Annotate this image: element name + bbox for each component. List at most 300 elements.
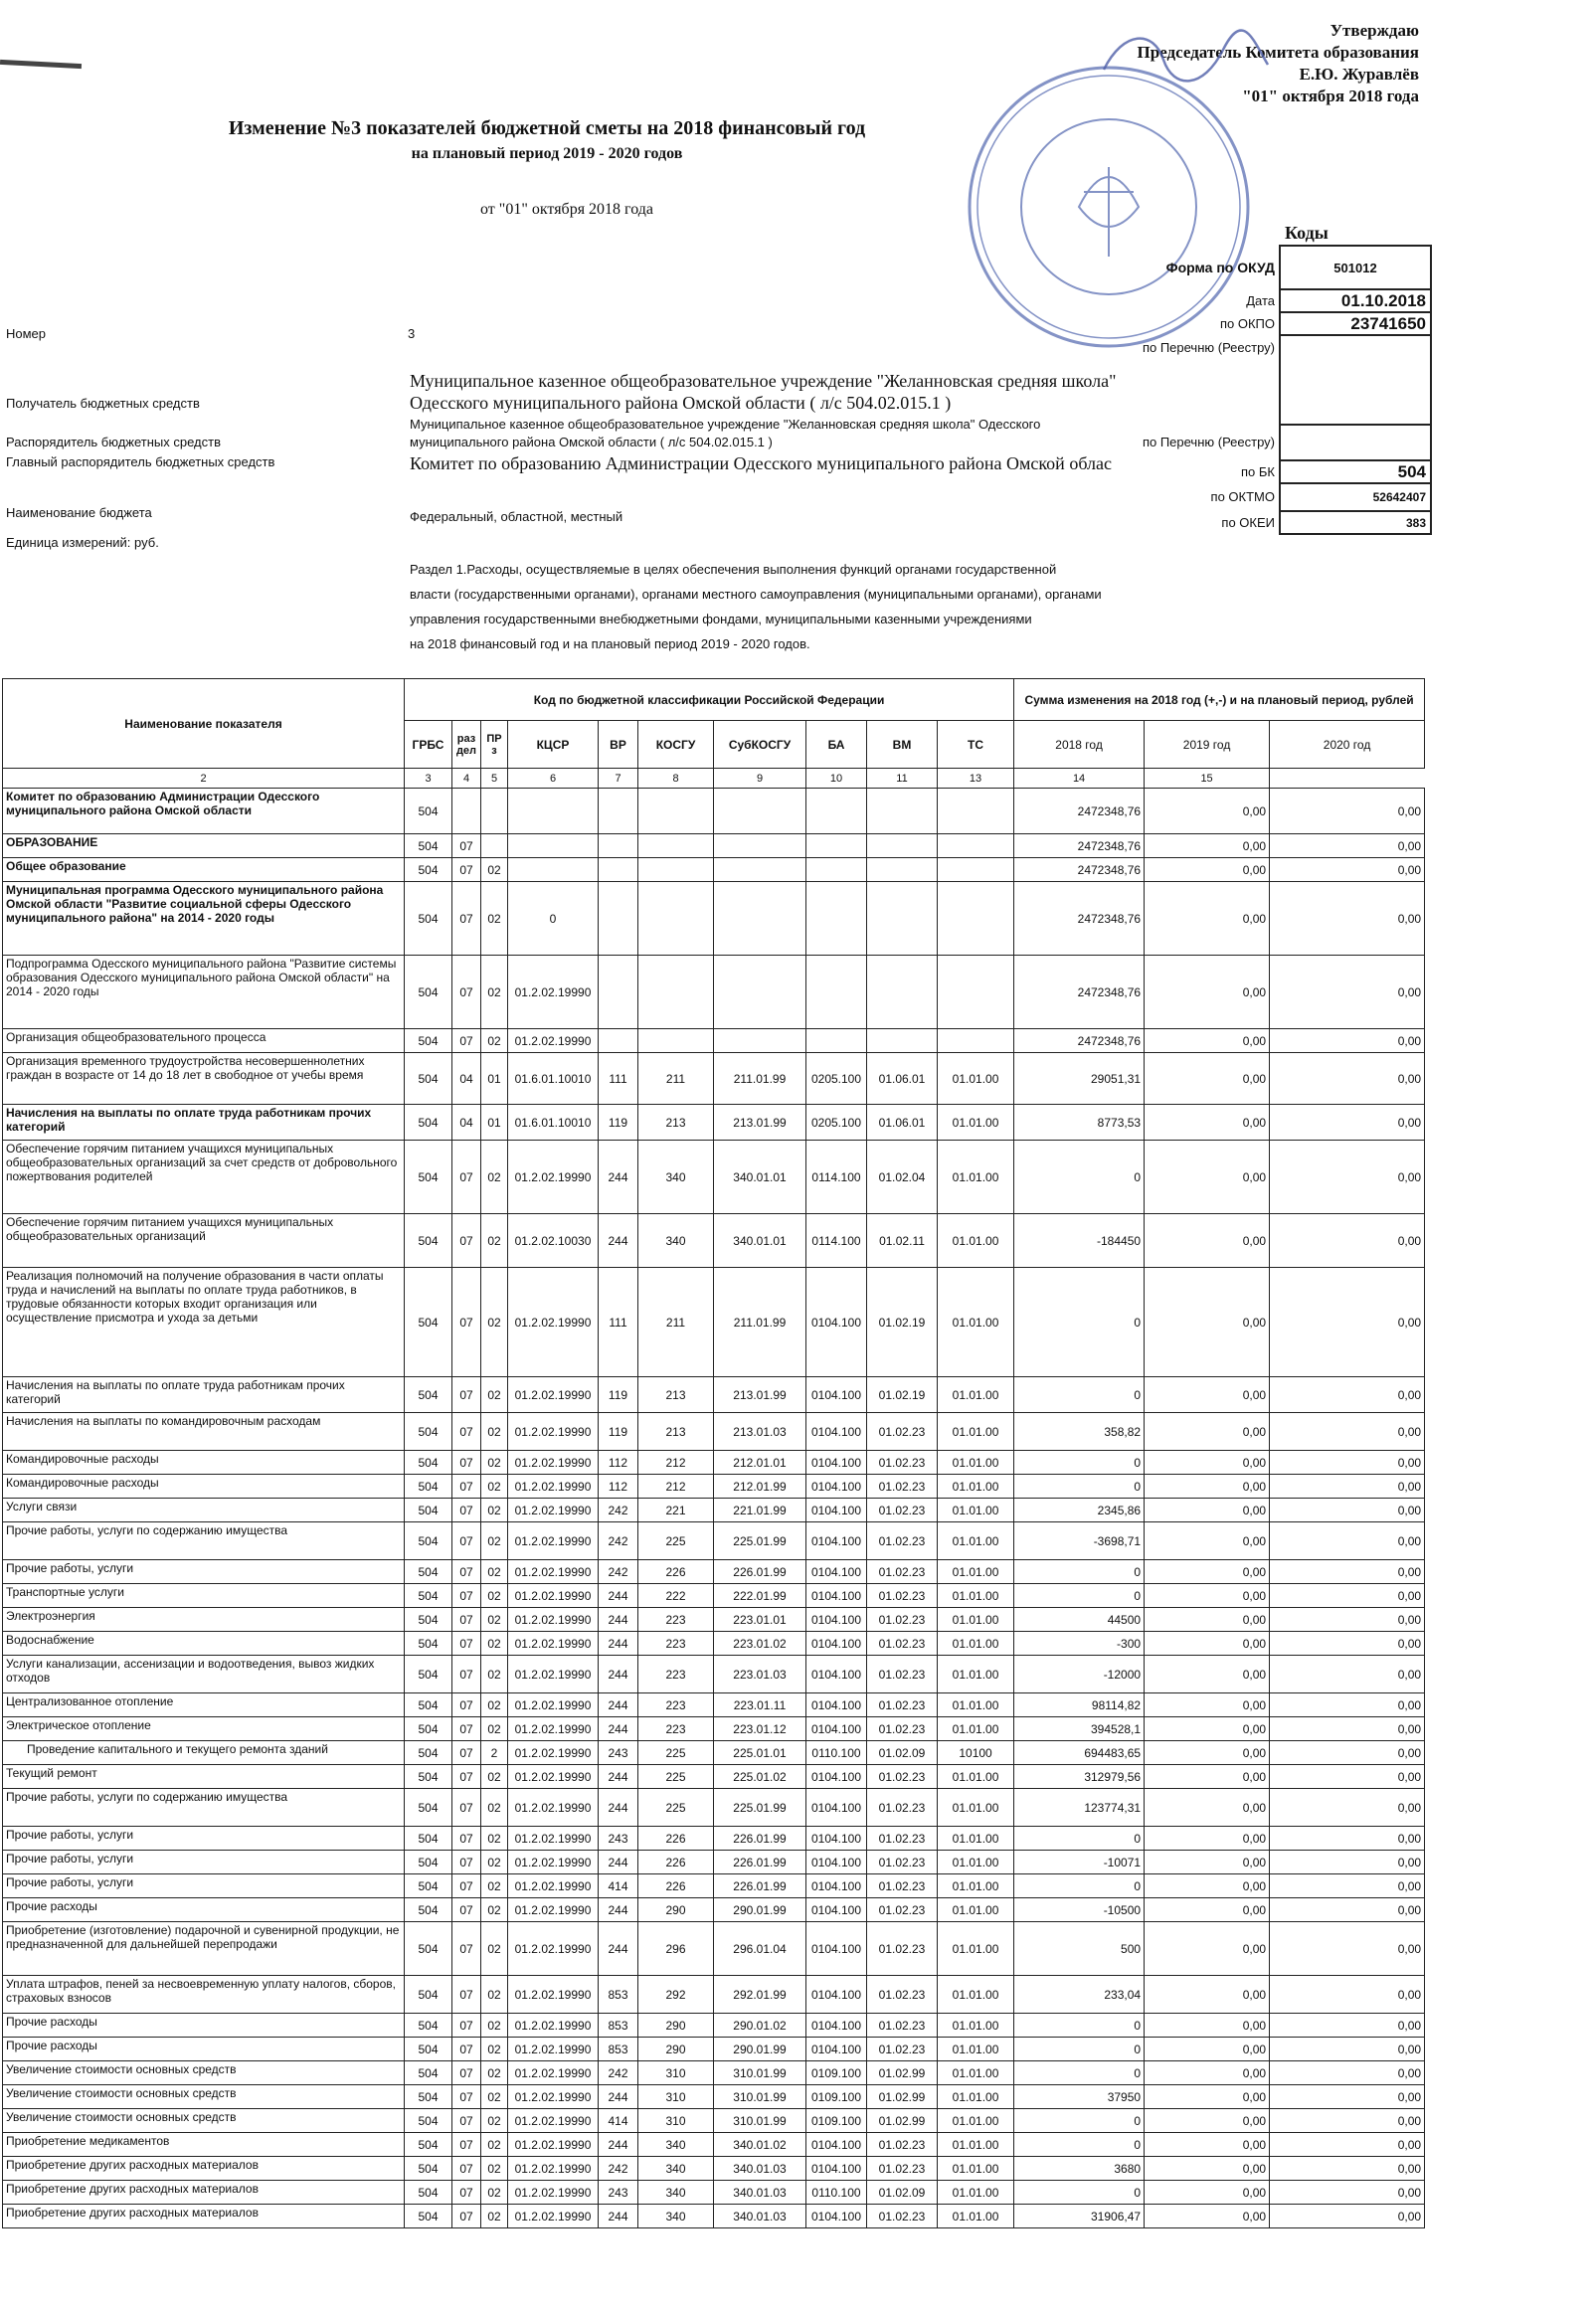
cell-ba: 0104.100 bbox=[806, 1874, 867, 1898]
section-line: власти (государственными органами), органами местного самоуправления (муниципальными органами), органами bbox=[410, 587, 1102, 602]
col-number: 3 bbox=[405, 769, 452, 789]
cell-2020: 0,00 bbox=[1270, 789, 1425, 834]
cell-subsection: 02 bbox=[481, 1451, 508, 1475]
cell-2019: 0,00 bbox=[1145, 1413, 1270, 1451]
cell-kosgu: 212 bbox=[638, 1451, 714, 1475]
cell-2018: 31906,47 bbox=[1014, 2205, 1145, 2228]
cell-subkosgu: 223.01.02 bbox=[714, 1632, 806, 1656]
code-value: 52642407 bbox=[1280, 483, 1431, 511]
cell-subsection: 02 bbox=[481, 2109, 508, 2133]
table-row bbox=[3, 1827, 1425, 1851]
cell-grbs: 504 bbox=[405, 882, 452, 956]
number-value: 3 bbox=[408, 326, 416, 341]
cell-subsection: 02 bbox=[481, 1827, 508, 1851]
cell-kosgu: 226 bbox=[638, 1851, 714, 1874]
document-date: от "01" октября 2018 года bbox=[480, 201, 653, 218]
cell-kosgu: 225 bbox=[638, 1522, 714, 1560]
cell-vm: 01.02.09 bbox=[867, 1741, 938, 1765]
cell-section: 07 bbox=[452, 1475, 481, 1499]
cell-subkosgu: 212.01.99 bbox=[714, 1475, 806, 1499]
budget-label: Наименование бюджета bbox=[6, 505, 152, 520]
col-header: 2020 год bbox=[1270, 721, 1425, 769]
cell-2018: 8773,53 bbox=[1014, 1105, 1145, 1141]
cell-vr: 244 bbox=[599, 1898, 638, 1922]
cell-section: 07 bbox=[452, 1827, 481, 1851]
cell-2018: -300 bbox=[1014, 1632, 1145, 1656]
cell-ts: 01.01.00 bbox=[938, 1377, 1014, 1413]
cell-2018: 37950 bbox=[1014, 2085, 1145, 2109]
cell-2020: 0,00 bbox=[1270, 1141, 1425, 1214]
cell-subkosgu: 211.01.99 bbox=[714, 1268, 806, 1377]
cell-vr: 112 bbox=[599, 1451, 638, 1475]
cell-section: 07 bbox=[452, 1656, 481, 1693]
cell-vm: 01.02.23 bbox=[867, 2014, 938, 2038]
cell-section: 04 bbox=[452, 1105, 481, 1141]
cell-2019: 0,00 bbox=[1145, 1029, 1270, 1053]
table-row bbox=[3, 2157, 1425, 2181]
cell-kosgu: 290 bbox=[638, 2038, 714, 2061]
cell-subkosgu bbox=[714, 882, 806, 956]
cell-section: 07 bbox=[452, 2205, 481, 2228]
cell-subkosgu: 221.01.99 bbox=[714, 1499, 806, 1522]
cell-vm: 01.02.23 bbox=[867, 1765, 938, 1789]
cell-indicator-name: ОБРАЗОВАНИЕ bbox=[3, 834, 405, 858]
cell-2018: 0 bbox=[1014, 2109, 1145, 2133]
cell-subkosgu: 225.01.01 bbox=[714, 1741, 806, 1765]
table-row bbox=[3, 1608, 1425, 1632]
header-sum: Сумма изменения на 2018 год (+,-) и на плановый период, рублей bbox=[1014, 679, 1425, 721]
column-number-row bbox=[3, 769, 1425, 789]
cell-2020: 0,00 bbox=[1270, 1499, 1425, 1522]
cell-2020: 0,00 bbox=[1270, 1377, 1425, 1413]
cell-2020: 0,00 bbox=[1270, 1413, 1425, 1451]
cell-kcsr: 01.2.02.19990 bbox=[508, 1976, 599, 2014]
cell-indicator-name: Электроэнергия bbox=[3, 1608, 405, 1632]
cell-indicator-name: Централизованное отопление bbox=[3, 1693, 405, 1717]
cell-kcsr bbox=[508, 789, 599, 834]
cell-vr: 111 bbox=[599, 1268, 638, 1377]
cell-subkosgu: 340.01.03 bbox=[714, 2157, 806, 2181]
cell-vr: 244 bbox=[599, 1141, 638, 1214]
col-header: ВМ bbox=[867, 721, 938, 769]
cell-vm: 01.02.19 bbox=[867, 1377, 938, 1413]
cell-kcsr: 01.2.02.19990 bbox=[508, 1560, 599, 1584]
cell-indicator-name: Подпрограмма Одесского муниципального района "Развитие системы образования Одесского муниципального района Омской области" на 2014 - 2020 годы bbox=[3, 956, 405, 1029]
col-header: КОСГУ bbox=[638, 721, 714, 769]
cell-kosgu: 223 bbox=[638, 1717, 714, 1741]
cell-ba: 0104.100 bbox=[806, 1827, 867, 1851]
cell-ba bbox=[806, 858, 867, 882]
cell-vm: 01.02.04 bbox=[867, 1141, 938, 1214]
cell-2020: 0,00 bbox=[1270, 956, 1425, 1029]
code-row-okei bbox=[1124, 511, 1431, 534]
cell-vm: 01.02.23 bbox=[867, 1608, 938, 1632]
cell-indicator-name: Командировочные расходы bbox=[3, 1451, 405, 1475]
cell-kcsr: 01.2.02.19990 bbox=[508, 1268, 599, 1377]
cell-vr: 112 bbox=[599, 1475, 638, 1499]
cell-indicator-name: Прочие работы, услуги bbox=[3, 1851, 405, 1874]
cell-section: 07 bbox=[452, 1976, 481, 2014]
cell-indicator-name: Организация общеобразовательного процесса bbox=[3, 1029, 405, 1053]
cell-grbs: 504 bbox=[405, 1765, 452, 1789]
cell-indicator-name: Начисления на выплаты по оплате труда работникам прочих категорий bbox=[3, 1105, 405, 1141]
cell-2019: 0,00 bbox=[1145, 2157, 1270, 2181]
cell-ba: 0104.100 bbox=[806, 1522, 867, 1560]
cell-ts: 01.01.00 bbox=[938, 2014, 1014, 2038]
cell-kcsr: 01.2.02.19990 bbox=[508, 1922, 599, 1976]
cell-subsection: 02 bbox=[481, 1608, 508, 1632]
cell-2020: 0,00 bbox=[1270, 1765, 1425, 1789]
cell-ba: 0104.100 bbox=[806, 1922, 867, 1976]
table-row bbox=[3, 2181, 1425, 2205]
cell-2019: 0,00 bbox=[1145, 1475, 1270, 1499]
cell-ba: 0104.100 bbox=[806, 1560, 867, 1584]
cell-vm bbox=[867, 1029, 938, 1053]
cell-kcsr: 01.2.02.19990 bbox=[508, 956, 599, 1029]
cell-grbs: 504 bbox=[405, 1922, 452, 1976]
cell-2020: 0,00 bbox=[1270, 882, 1425, 956]
col-header: СубКОСГУ bbox=[714, 721, 806, 769]
cell-kcsr: 01.2.02.19990 bbox=[508, 1377, 599, 1413]
cell-section: 07 bbox=[452, 1874, 481, 1898]
cell-subkosgu bbox=[714, 1029, 806, 1053]
cell-2019: 0,00 bbox=[1145, 1451, 1270, 1475]
budget-table bbox=[2, 678, 1425, 2228]
cell-grbs: 504 bbox=[405, 1413, 452, 1451]
code-row-date bbox=[1124, 289, 1431, 312]
cell-2019: 0,00 bbox=[1145, 789, 1270, 834]
cell-2019: 0,00 bbox=[1145, 882, 1270, 956]
cell-2019: 0,00 bbox=[1145, 1377, 1270, 1413]
cell-grbs: 504 bbox=[405, 1851, 452, 1874]
cell-2019: 0,00 bbox=[1145, 1522, 1270, 1560]
table-row bbox=[3, 834, 1425, 858]
cell-ts: 10100 bbox=[938, 1741, 1014, 1765]
cell-indicator-name: Проведение капитального и текущего ремонта зданий bbox=[3, 1741, 405, 1765]
cell-ts: 01.01.00 bbox=[938, 2085, 1014, 2109]
cell-2019: 0,00 bbox=[1145, 2014, 1270, 2038]
cell-ba: 0104.100 bbox=[806, 1851, 867, 1874]
cell-subkosgu bbox=[714, 789, 806, 834]
col-number: 15 bbox=[1145, 769, 1270, 789]
cell-vr: 242 bbox=[599, 2061, 638, 2085]
cell-ts bbox=[938, 882, 1014, 956]
table-row bbox=[3, 956, 1425, 1029]
cell-vm: 01.02.23 bbox=[867, 1693, 938, 1717]
cell-subsection: 02 bbox=[481, 956, 508, 1029]
cell-ts: 01.01.00 bbox=[938, 1922, 1014, 1976]
cell-2018: 394528,1 bbox=[1014, 1717, 1145, 1741]
cell-indicator-name: Прочие работы, услуги по содержанию имущества bbox=[3, 1522, 405, 1560]
cell-2019: 0,00 bbox=[1145, 1898, 1270, 1922]
cell-indicator-name: Прочие работы, услуги bbox=[3, 1560, 405, 1584]
cell-kcsr: 01.2.02.19990 bbox=[508, 1789, 599, 1827]
table-row bbox=[3, 1717, 1425, 1741]
cell-subsection: 02 bbox=[481, 1874, 508, 1898]
codes-header: Коды bbox=[1285, 223, 1329, 243]
cell-indicator-name: Транспортные услуги bbox=[3, 1584, 405, 1608]
table-row bbox=[3, 1029, 1425, 1053]
cell-subsection: 02 bbox=[481, 2014, 508, 2038]
table-row bbox=[3, 2085, 1425, 2109]
cell-2019: 0,00 bbox=[1145, 1268, 1270, 1377]
col-number: 2 bbox=[3, 769, 405, 789]
cell-grbs: 504 bbox=[405, 1874, 452, 1898]
cell-subsection: 02 bbox=[481, 1922, 508, 1976]
col-header: 2019 год bbox=[1145, 721, 1270, 769]
table-row bbox=[3, 2109, 1425, 2133]
cell-vr: 414 bbox=[599, 2109, 638, 2133]
section-line: на 2018 финансовый год и на плановый период 2019 - 2020 годов. bbox=[410, 636, 810, 651]
cell-subsection: 01 bbox=[481, 1053, 508, 1105]
cell-kosgu: 211 bbox=[638, 1053, 714, 1105]
cell-subkosgu: 340.01.01 bbox=[714, 1214, 806, 1268]
cell-grbs: 504 bbox=[405, 2109, 452, 2133]
table-row bbox=[3, 882, 1425, 956]
cell-vr: 244 bbox=[599, 2085, 638, 2109]
cell-ts: 01.01.00 bbox=[938, 1898, 1014, 1922]
cell-grbs: 504 bbox=[405, 1029, 452, 1053]
cell-subsection: 02 bbox=[481, 1029, 508, 1053]
cell-vm bbox=[867, 882, 938, 956]
cell-section: 07 bbox=[452, 1608, 481, 1632]
cell-indicator-name: Увеличение стоимости основных средств bbox=[3, 2085, 405, 2109]
cell-2019: 0,00 bbox=[1145, 1851, 1270, 1874]
cell-kosgu: 222 bbox=[638, 1584, 714, 1608]
cell-kosgu: 340 bbox=[638, 1214, 714, 1268]
col-header: ГРБС bbox=[405, 721, 452, 769]
cell-vm: 01.02.23 bbox=[867, 1656, 938, 1693]
cell-kosgu: 340 bbox=[638, 1141, 714, 1214]
cell-vr bbox=[599, 858, 638, 882]
cell-indicator-name: Прочие работы, услуги bbox=[3, 1827, 405, 1851]
code-label: по БК bbox=[1241, 463, 1275, 479]
cell-indicator-name: Прочие расходы bbox=[3, 2038, 405, 2061]
cell-2020: 0,00 bbox=[1270, 1827, 1425, 1851]
cell-kosgu: 310 bbox=[638, 2061, 714, 2085]
cell-kcsr: 01.2.02.19990 bbox=[508, 1632, 599, 1656]
cell-2018: 0 bbox=[1014, 1141, 1145, 1214]
cell-indicator-name: Водоснабжение bbox=[3, 1632, 405, 1656]
cell-section: 07 bbox=[452, 1499, 481, 1522]
cell-subsection: 02 bbox=[481, 2205, 508, 2228]
cell-vm bbox=[867, 956, 938, 1029]
cell-vm: 01.02.23 bbox=[867, 1827, 938, 1851]
cell-vm: 01.06.01 bbox=[867, 1105, 938, 1141]
cell-ts: 01.01.00 bbox=[938, 1789, 1014, 1827]
cell-2020: 0,00 bbox=[1270, 1105, 1425, 1141]
cell-2020: 0,00 bbox=[1270, 2038, 1425, 2061]
cell-indicator-name: Начисления на выплаты по оплате труда работникам прочих категорий bbox=[3, 1377, 405, 1413]
cell-2018: 358,82 bbox=[1014, 1413, 1145, 1451]
recipient-label: Получатель бюджетных средств bbox=[6, 396, 200, 411]
col-number: 9 bbox=[714, 769, 806, 789]
cell-2019: 0,00 bbox=[1145, 1741, 1270, 1765]
cell-ba: 0104.100 bbox=[806, 1413, 867, 1451]
cell-2018: 0 bbox=[1014, 2133, 1145, 2157]
cell-section: 07 bbox=[452, 2038, 481, 2061]
cell-2019: 0,00 bbox=[1145, 1789, 1270, 1827]
cell-ba: 0104.100 bbox=[806, 1268, 867, 1377]
cell-ts: 01.01.00 bbox=[938, 1608, 1014, 1632]
cell-kcsr: 01.2.02.19990 bbox=[508, 1656, 599, 1693]
cell-2018: 2472348,76 bbox=[1014, 956, 1145, 1029]
cell-indicator-name: Приобретение медикаментов bbox=[3, 2133, 405, 2157]
cell-kcsr: 01.2.02.19990 bbox=[508, 1522, 599, 1560]
cell-subkosgu: 290.01.02 bbox=[714, 2014, 806, 2038]
cell-2018: -12000 bbox=[1014, 1656, 1145, 1693]
cell-grbs: 504 bbox=[405, 1377, 452, 1413]
cell-ba: 0104.100 bbox=[806, 2205, 867, 2228]
cell-subkosgu: 340.01.01 bbox=[714, 1141, 806, 1214]
cell-subsection: 02 bbox=[481, 2181, 508, 2205]
cell-2020: 0,00 bbox=[1270, 1693, 1425, 1717]
cell-grbs: 504 bbox=[405, 858, 452, 882]
cell-indicator-name: Прочие работы, услуги по содержанию имущества bbox=[3, 1789, 405, 1827]
cell-vr: 119 bbox=[599, 1105, 638, 1141]
cell-ts bbox=[938, 834, 1014, 858]
cell-2019: 0,00 bbox=[1145, 1693, 1270, 1717]
cell-2020: 0,00 bbox=[1270, 1475, 1425, 1499]
cell-2018: 0 bbox=[1014, 2038, 1145, 2061]
cell-kcsr: 01.2.02.19990 bbox=[508, 2061, 599, 2085]
cell-subsection: 02 bbox=[481, 2085, 508, 2109]
cell-indicator-name: Приобретение других расходных материалов bbox=[3, 2157, 405, 2181]
code-label: Форма по ОКУД bbox=[1165, 260, 1275, 275]
section-line: управления государственными внебюджетными фондами, муниципальными казенными учреждениями bbox=[410, 612, 1032, 626]
cell-subsection: 02 bbox=[481, 858, 508, 882]
cell-subkosgu: 292.01.99 bbox=[714, 1976, 806, 2014]
table-row bbox=[3, 1976, 1425, 2014]
cell-ts bbox=[938, 1029, 1014, 1053]
cell-ba bbox=[806, 1029, 867, 1053]
cell-vr: 242 bbox=[599, 1560, 638, 1584]
cell-grbs: 504 bbox=[405, 2014, 452, 2038]
cell-grbs: 504 bbox=[405, 1214, 452, 1268]
cell-grbs: 504 bbox=[405, 1693, 452, 1717]
cell-kosgu: 225 bbox=[638, 1789, 714, 1827]
cell-kcsr: 01.2.02.19990 bbox=[508, 1717, 599, 1741]
cell-2018: 0 bbox=[1014, 1874, 1145, 1898]
cell-2018: 98114,82 bbox=[1014, 1693, 1145, 1717]
cell-ts: 01.01.00 bbox=[938, 2133, 1014, 2157]
cell-section: 07 bbox=[452, 2014, 481, 2038]
cell-2018: 0 bbox=[1014, 2061, 1145, 2085]
cell-vm: 01.02.23 bbox=[867, 1717, 938, 1741]
cell-grbs: 504 bbox=[405, 1105, 452, 1141]
cell-kcsr: 01.2.02.19990 bbox=[508, 1741, 599, 1765]
table-row bbox=[3, 1874, 1425, 1898]
code-value bbox=[1280, 425, 1431, 460]
cell-indicator-name: Командировочные расходы bbox=[3, 1475, 405, 1499]
cell-indicator-name: Электрическое отопление bbox=[3, 1717, 405, 1741]
cell-2018: 44500 bbox=[1014, 1608, 1145, 1632]
cell-subsection bbox=[481, 834, 508, 858]
cell-ba: 0104.100 bbox=[806, 2157, 867, 2181]
cell-subkosgu: 225.01.99 bbox=[714, 1522, 806, 1560]
manager-value: Муниципальное казенное общеобразовательное учреждение "Желанновская средняя школа" Одесского муниципального района Омской области ( л/с 504.02.015.1 ) bbox=[410, 417, 1041, 449]
recipient-value: Муниципальное казенное общеобразовательное учреждение "Желанновская средняя школа" Одесского муниципального района Омской области ( л/с 504.02.015.1 ) bbox=[410, 371, 1117, 413]
cell-kcsr: 01.2.02.19990 bbox=[508, 1898, 599, 1922]
cell-vr: 242 bbox=[599, 2157, 638, 2181]
cell-ba bbox=[806, 956, 867, 1029]
table-row bbox=[3, 1377, 1425, 1413]
cell-ts: 01.01.00 bbox=[938, 1765, 1014, 1789]
cell-2019: 0,00 bbox=[1145, 2085, 1270, 2109]
cell-ts bbox=[938, 789, 1014, 834]
cell-kcsr: 01.2.02.19990 bbox=[508, 1584, 599, 1608]
cell-grbs: 504 bbox=[405, 1608, 452, 1632]
cell-ba: 0109.100 bbox=[806, 2109, 867, 2133]
cell-subkosgu: 213.01.99 bbox=[714, 1377, 806, 1413]
cell-2020: 0,00 bbox=[1270, 1584, 1425, 1608]
table-row bbox=[3, 2133, 1425, 2157]
cell-indicator-name: Обеспечение горячим питанием учащихся муниципальных общеобразовательных организаций bbox=[3, 1214, 405, 1268]
cell-subkosgu: 340.01.03 bbox=[714, 2205, 806, 2228]
cell-2020: 0,00 bbox=[1270, 1268, 1425, 1377]
table-row bbox=[3, 858, 1425, 882]
cell-ts: 01.01.00 bbox=[938, 1105, 1014, 1141]
cell-subsection: 02 bbox=[481, 1632, 508, 1656]
cell-vm: 01.02.23 bbox=[867, 1874, 938, 1898]
cell-ba bbox=[806, 882, 867, 956]
cell-subsection: 02 bbox=[481, 1656, 508, 1693]
cell-indicator-name: Муниципальная программа Одесского муниципального района Омской области "Развитие социальной сферы Одесского муниципального района" на 2014 - 2020 годы bbox=[3, 882, 405, 956]
cell-section: 07 bbox=[452, 1268, 481, 1377]
cell-2020: 0,00 bbox=[1270, 1922, 1425, 1976]
cell-subkosgu: 226.01.99 bbox=[714, 1851, 806, 1874]
cell-kcsr bbox=[508, 858, 599, 882]
cell-vm: 01.02.23 bbox=[867, 1851, 938, 1874]
cell-vr: 244 bbox=[599, 2133, 638, 2157]
cell-section: 07 bbox=[452, 2181, 481, 2205]
cell-kosgu: 310 bbox=[638, 2109, 714, 2133]
cell-indicator-name: Приобретение других расходных материалов bbox=[3, 2205, 405, 2228]
cell-subsection: 01 bbox=[481, 1105, 508, 1141]
cell-section: 07 bbox=[452, 2133, 481, 2157]
cell-grbs: 504 bbox=[405, 834, 452, 858]
cell-ba: 0104.100 bbox=[806, 1499, 867, 1522]
cell-kosgu: 213 bbox=[638, 1413, 714, 1451]
cell-ba: 0114.100 bbox=[806, 1214, 867, 1268]
cell-subkosgu bbox=[714, 956, 806, 1029]
table-row bbox=[3, 1922, 1425, 1976]
cell-2020: 0,00 bbox=[1270, 2133, 1425, 2157]
cell-subkosgu: 290.01.99 bbox=[714, 2038, 806, 2061]
cell-2019: 0,00 bbox=[1145, 1765, 1270, 1789]
cell-grbs: 504 bbox=[405, 2181, 452, 2205]
cell-ts: 01.01.00 bbox=[938, 2205, 1014, 2228]
cell-section: 07 bbox=[452, 2157, 481, 2181]
table-row bbox=[3, 1499, 1425, 1522]
cell-subsection: 02 bbox=[481, 1898, 508, 1922]
cell-ts: 01.01.00 bbox=[938, 1053, 1014, 1105]
cell-kosgu: 213 bbox=[638, 1377, 714, 1413]
cell-subkosgu: 223.01.11 bbox=[714, 1693, 806, 1717]
cell-kcsr: 01.2.02.19990 bbox=[508, 2133, 599, 2157]
cell-ts: 01.01.00 bbox=[938, 1268, 1014, 1377]
col-header: 2018 год bbox=[1014, 721, 1145, 769]
cell-vm: 01.02.23 bbox=[867, 2205, 938, 2228]
cell-indicator-name: Прочие работы, услуги bbox=[3, 1874, 405, 1898]
cell-subkosgu: 225.01.99 bbox=[714, 1789, 806, 1827]
cell-2019: 0,00 bbox=[1145, 2038, 1270, 2061]
cell-section: 07 bbox=[452, 1789, 481, 1827]
table-row bbox=[3, 1141, 1425, 1214]
cell-grbs: 504 bbox=[405, 1656, 452, 1693]
cell-2019: 0,00 bbox=[1145, 1141, 1270, 1214]
document-subtitle: на плановый период 2019 - 2020 годов bbox=[411, 145, 683, 162]
